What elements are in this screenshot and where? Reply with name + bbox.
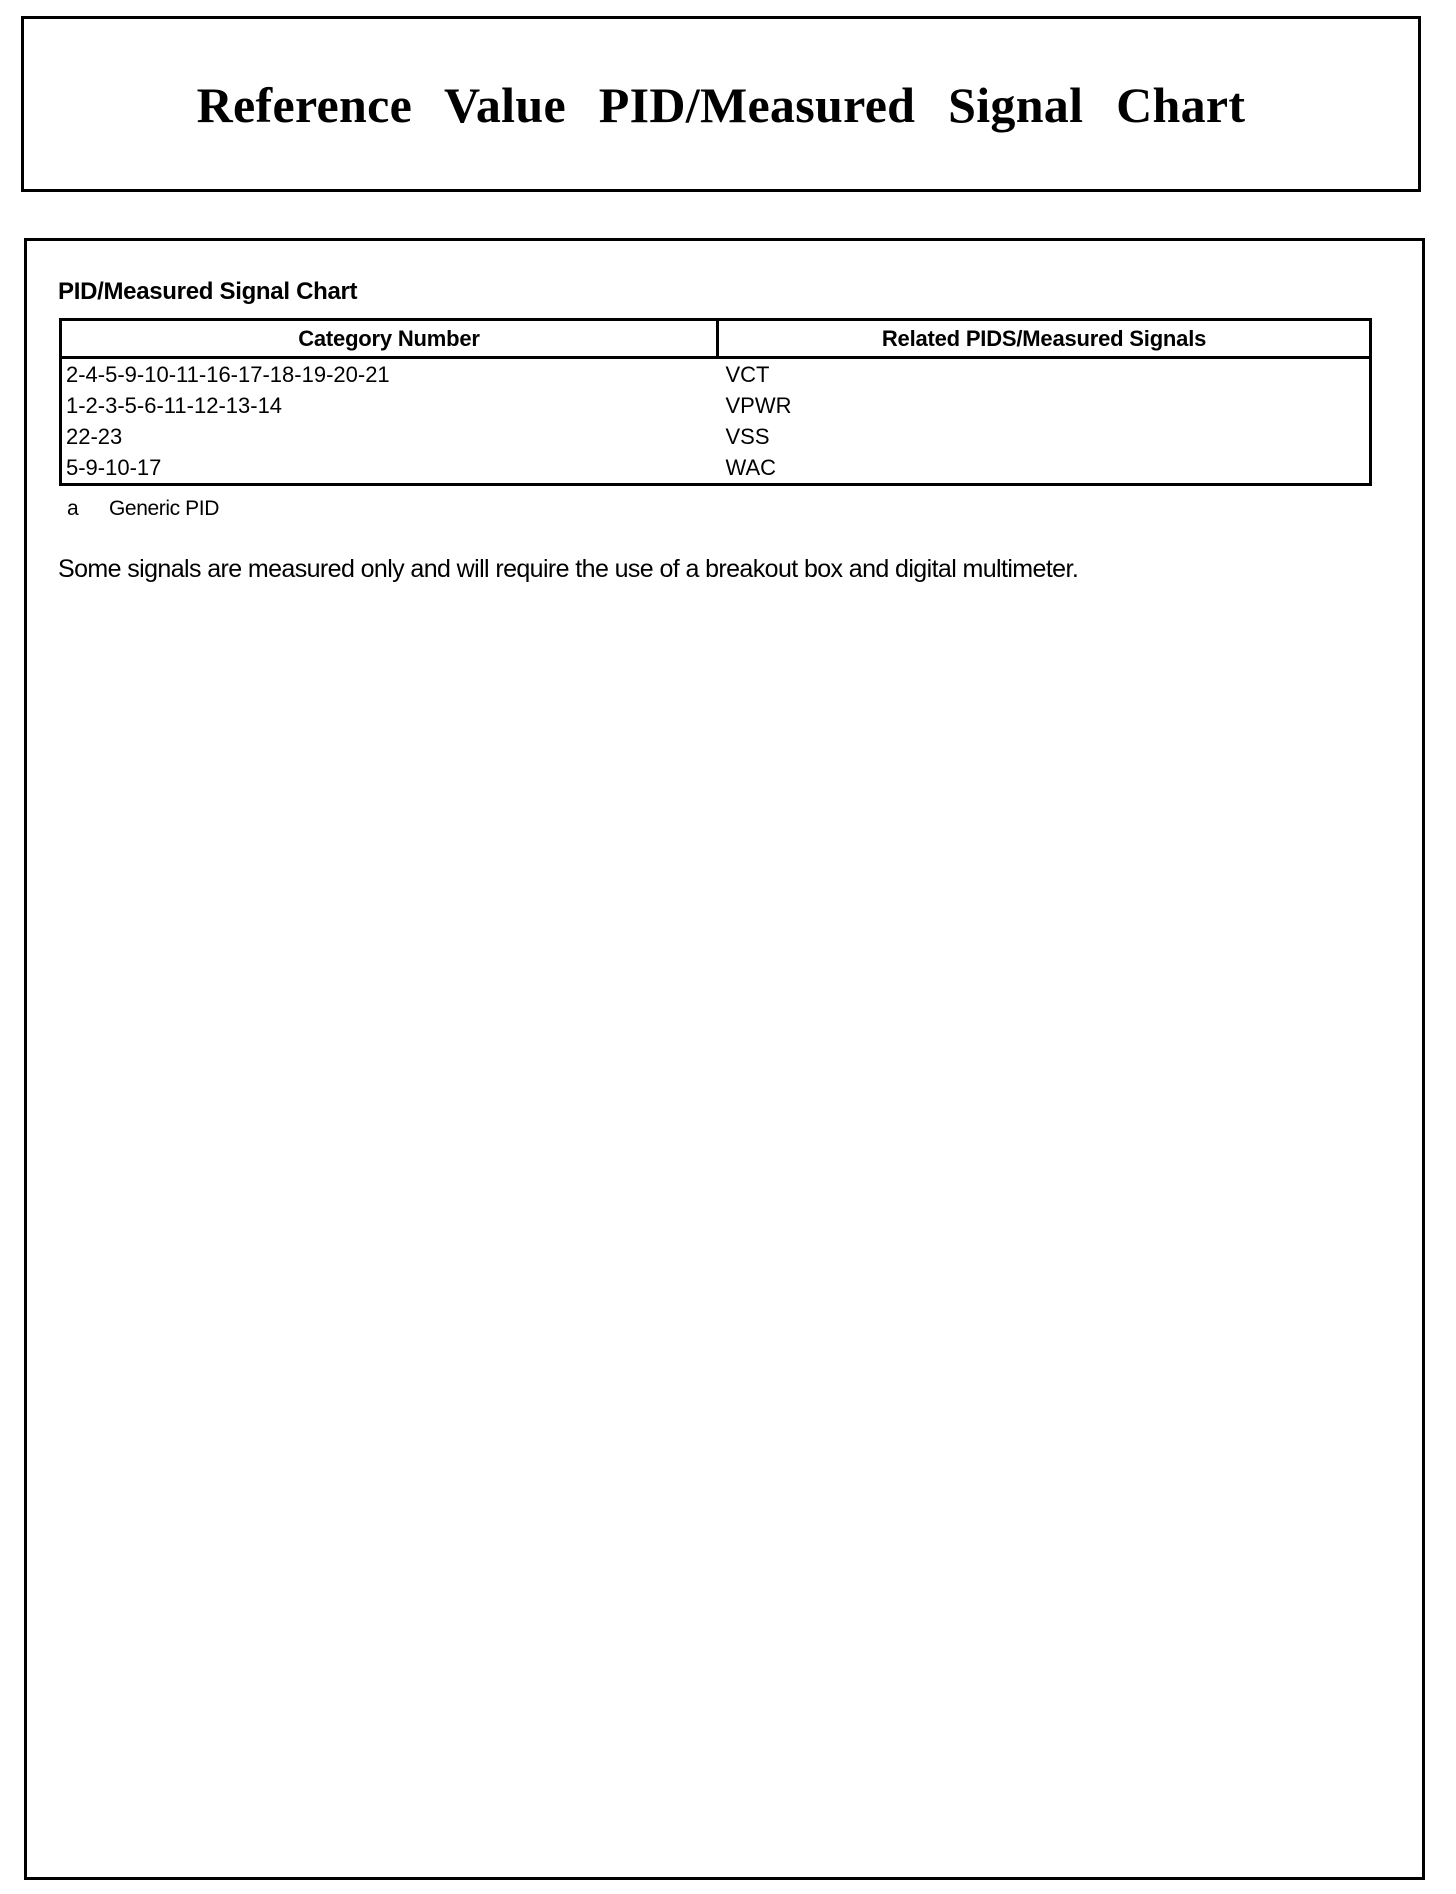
category-cell: 2-4-5-9-10-11-16-17-18-19-20-21	[66, 362, 390, 387]
title-box	[21, 16, 1421, 192]
table-row	[61, 452, 1371, 485]
table-footnote	[67, 497, 219, 521]
page-title: Reference Value PID/Measured Signal Chart	[196, 77, 1246, 133]
table-header-row	[61, 320, 1371, 358]
column-header-category: Category Number	[61, 320, 718, 358]
table-row	[61, 421, 1371, 452]
category-cell: 22-23	[66, 424, 123, 449]
signal-cell: VPWR	[725, 393, 792, 418]
content-box	[24, 238, 1425, 1880]
table-row	[61, 390, 1371, 421]
footnote-marker: a	[67, 497, 79, 520]
signal-table	[59, 318, 1372, 486]
signal-cell: VSS	[725, 424, 770, 449]
category-cell: 1-2-3-5-6-11-12-13-14	[66, 393, 283, 418]
category-cell: 5-9-10-17	[66, 455, 162, 480]
signal-cell: VCT	[725, 362, 770, 387]
table-row	[61, 358, 1371, 391]
column-header-signals: Related PIDS/Measured Signals	[718, 320, 1371, 358]
body-note: Some signals are measured only and will require the use of a breakout box and digital multimeter.	[58, 555, 1079, 583]
signal-cell: WAC	[725, 455, 777, 480]
section-heading: PID/Measured Signal Chart	[58, 278, 358, 305]
footnote-text: Generic PID	[109, 497, 219, 520]
